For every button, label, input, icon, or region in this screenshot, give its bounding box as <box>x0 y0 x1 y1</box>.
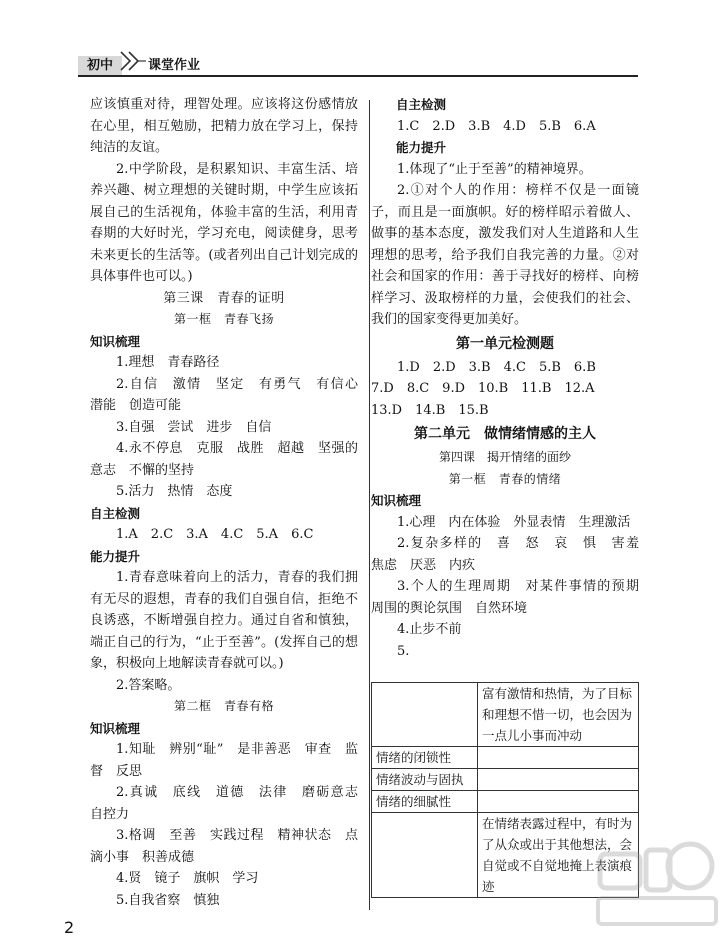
subheading: 知识梳理 <box>371 493 422 508</box>
header-title: 课堂作业 <box>148 58 201 73</box>
answer-line: 5.活力 热情 态度 <box>116 484 233 499</box>
lesson-title: 第四课 揭开情绪的面纱 <box>438 450 571 464</box>
answer-line: 4.止步不前 <box>397 622 462 637</box>
header-rule <box>78 75 638 77</box>
subheading: 自主检测 <box>90 505 141 521</box>
table-cell <box>478 769 639 791</box>
answer-line: 1.A 2.C 3.A 4.C 5.A 6.C <box>116 527 314 542</box>
answer-line: 3.自强 尝试 进步 自信 <box>116 419 272 435</box>
table-cell: 在情绪表露过程中，有时为了从众或出于其他想法，会自觉或不自觉地掩上表演痕迹 <box>478 813 639 898</box>
answer-line: 2.答案略。 <box>116 677 181 693</box>
answer-line: 2.自信 激情 坚定 有勇气 有信心 潜能 创造可能 <box>90 376 372 413</box>
table-cell: 富有激情和热情，为了目标和理想不惜一切，也会因为一点儿小事而冲动 <box>478 683 639 747</box>
paragraph: 应该慎重对待，理智处理。应该将这份感情放在心里，相互勉励，把精力放在学习上，保持纯洁的友谊。 <box>90 97 358 155</box>
subheading: 自主检测 <box>396 97 447 112</box>
table-cell: 情绪的细腻性 <box>372 791 478 813</box>
answer-line: 1.D 2.D 3.B 4.C 5.B 6.B <box>397 359 596 375</box>
table-cell <box>478 791 639 813</box>
answer-line: 4.永不停息 克服 战胜 超越 坚强的意志 不懈的坚持 <box>90 441 358 478</box>
table-row <box>372 683 639 747</box>
answer-line: 1.体现了“止于至善”的精神境界。 <box>397 161 592 177</box>
answer-line: 2.①对个人的作用：榜样不仅是一面镜子，而且是一面旗帜。好的榜样昭示着做人、做事的基本态度，激发我们对人生道路和人生理想的思考，给予我们自我完善的力量。②对社会和国家的作用：善于寻找好的榜样、向榜样学习、汲取榜样的力量，会使我们的社会、我们的国家变得更加美好。 <box>371 183 639 327</box>
answer-line: 1.青春意味着向上的活力，青春的我们拥有无尽的遐想，青春的我们自强自信，拒绝不良诱惑，不断增强自控力。通过自省和慎独，端正自己的行为，“止于至善”。(发挥自己的想象，积极向上地解读青春就可以。) <box>90 570 358 671</box>
table-cell <box>478 747 639 769</box>
answer-line: 2.复杂多样的 喜 怒 哀 惧 害羞 焦虑 厌恶 内疚 <box>371 536 653 573</box>
table-cell <box>372 813 478 898</box>
answer-line: 3.格调 至善 实践过程 精神状态 点滴小事 积善成德 <box>90 828 358 865</box>
answer-line: 5.自我省察 慎独 <box>116 892 220 908</box>
answer-line: 3.个人的生理周期 对某件事情的预期 周围的舆论氛围 自然环境 <box>371 579 653 616</box>
answer-line: 7.D 8.C 9.D 10.B 11.B 12.A <box>371 381 595 396</box>
right-column <box>371 94 653 662</box>
header-label: 初中 <box>78 56 122 76</box>
left-column <box>90 94 372 911</box>
unit-title: 第二单元 做情绪情感的主人 <box>414 426 596 442</box>
answer-line: 5. <box>397 643 410 659</box>
page-header <box>78 46 638 76</box>
section-title: 第一框 青春飞扬 <box>173 312 274 326</box>
page-number: 2 <box>64 918 75 937</box>
table-cell: 情绪的闭锁性 <box>372 747 478 769</box>
answer-line: 4.贤 镜子 旗帜 学习 <box>116 871 259 886</box>
table-cell <box>372 683 478 747</box>
double-chevron-icon <box>118 48 146 74</box>
paragraph: 2.中学阶段，是积累知识、丰富生活、培养兴趣、树立理想的关键时期，中学生应该拓展自己的生活视角，体验丰富的生活，利用青春期的大好时光，学习充电，阅读健身，思考未来更长的生活等。(或者列出自己计划完成的具体事件也可以。) <box>90 161 358 284</box>
table-row <box>372 791 639 813</box>
watermark-logo <box>592 836 722 932</box>
lesson-title: 第三课 青春的证明 <box>163 290 285 306</box>
answer-line: 1.C 2.D 3.B 4.D 5.B 6.A <box>397 118 596 134</box>
answer-line: 1.理想 青春路径 <box>116 355 220 370</box>
section-title: 第二框 青春有格 <box>173 699 274 713</box>
subheading: 能力提升 <box>90 548 141 564</box>
subheading: 知识梳理 <box>90 720 141 736</box>
table-cell: 情绪波动与固执 <box>372 769 478 791</box>
table-row <box>372 747 639 769</box>
answer-line: 2.真诚 底线 道德 法律 磨砺意志 自控力 <box>90 785 372 822</box>
answer-line: 13.D 14.B 15.B <box>371 402 489 418</box>
unit-test-title: 第一单元检测题 <box>456 335 554 352</box>
answer-line: 1.心理 内在体验 外显表情 生理激活 <box>397 514 631 530</box>
subheading: 知识梳理 <box>90 333 141 349</box>
section-title: 第一框 青春的情绪 <box>448 471 562 486</box>
subheading: 能力提升 <box>396 140 447 155</box>
answer-line: 1.知耻 辨别“耻” 是非善恶 审查 监督 反思 <box>90 742 358 779</box>
table-row <box>372 769 639 791</box>
